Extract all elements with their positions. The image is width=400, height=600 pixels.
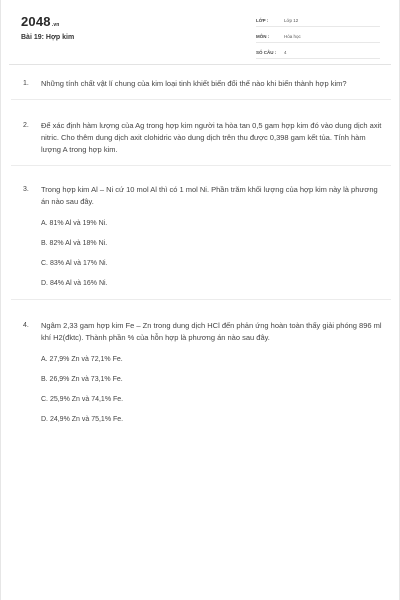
question-number: 1.: [23, 80, 29, 87]
question-number: 3.: [23, 186, 29, 193]
logo-tld: .vn: [51, 22, 60, 28]
question-separator: [11, 99, 391, 100]
question-3: [1, 184, 400, 290]
question-text: Trong hợp kim Al – Ni cứ 10 mol Al thì có 1 mol Ni. Phần trăm khối lượng của hợp kim này là phương án nào sau đây.: [41, 185, 378, 206]
question-number: 4.: [23, 322, 29, 329]
answer-option[interactable]: D. 24,9% Zn và 75,1% Fe.: [41, 416, 124, 423]
answer-option[interactable]: D. 84% Al và 16% Ni.: [41, 280, 108, 287]
meta-value: Lớp 12: [284, 17, 299, 23]
logo-main: 2048: [21, 14, 51, 29]
question-separator: [11, 165, 391, 166]
answer-option[interactable]: C. 25,9% Zn và 74,1% Fe.: [41, 396, 124, 403]
site-logo[interactable]: [21, 14, 60, 29]
question-number: 2.: [23, 122, 29, 129]
meta-row-count: [256, 46, 380, 59]
answer-option[interactable]: A. 81% Al và 19% Ni.: [41, 220, 108, 227]
answer-option[interactable]: B. 26,9% Zn và 73,1% Fe.: [41, 376, 123, 383]
question-2: [1, 120, 400, 156]
meta-value: 4: [284, 49, 287, 55]
meta-value: Hóa học: [284, 33, 301, 39]
meta-label: LỚP :: [256, 17, 269, 23]
question-separator: [11, 299, 391, 300]
answer-option[interactable]: C. 83% Al và 17% Ni.: [41, 260, 108, 267]
meta-info: [256, 14, 380, 62]
question-4: [1, 320, 400, 426]
meta-label: SỐ CÂU :: [256, 49, 277, 55]
meta-row-class: [256, 14, 380, 27]
meta-row-subject: [256, 30, 380, 43]
question-1: [1, 78, 400, 90]
answer-option[interactable]: B. 82% Al và 18% Ni.: [41, 240, 108, 247]
question-text: Ngâm 2,33 gam hợp kim Fe – Zn trong dung dịch HCl đến phản ứng hoàn toàn thấy giải phóng 896 ml khí H2(đktc). Thành phần % của hỗn hợp là phương án nào sau đây.: [41, 321, 382, 342]
question-list: [1, 78, 400, 426]
worksheet-header: [1, 0, 399, 62]
answer-option[interactable]: A. 27,9% Zn và 72,1% Fe.: [41, 356, 123, 363]
question-text: Để xác định hàm lượng của Ag trong hợp kim người ta hòa tan 0,5 gam hợp kim đó vào dung dịch axit nitric. Cho thêm dung dịch axit clohidric vào dung dịch trên thu được 0,398 gam kết tủa. Tính hàm lượng A trong hợp kim.: [41, 121, 382, 154]
lesson-title: Bài 19: Hợp kim: [21, 34, 75, 41]
question-text: Những tính chất vật lí chung của kim loại tinh khiết biến đổi thế nào khi biến thành hợp kim?: [41, 79, 347, 88]
header-divider: [9, 64, 391, 65]
meta-label: MÔN :: [256, 33, 270, 39]
